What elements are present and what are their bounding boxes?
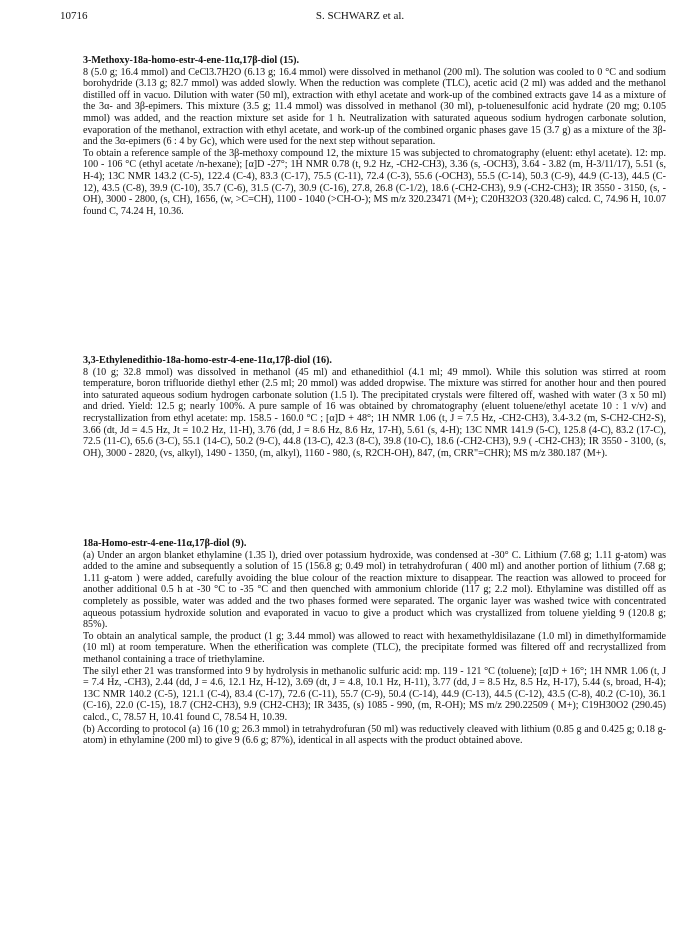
paragraph: The silyl ether 21 was transformed into 9 by hydrolysis in methanolic sulfuric acid: mp. 119 - 121 °C (toluene); [α]D + 16°; 1H NMR 1.06 (t, J = 7.4 Hz, -CH3), 2.44 (dd, J = 4.6, 12.1 Hz, H-12), 3.69 (dt, J = 4.8, 10.1 Hz, H-11), 3.77 (dd, J = 8.5 Hz, 8.5 Hz, H-17), 5.44 (s, broad, H-4); 13C NMR 140.2 (C-5), 121.1 (C-4), 83.4 (C-17), 72.6 (C-11), 55.7 (C-9), 50.4 (C-14), 44.9 (C-13), 44.5 (C-12), 43.5 (C-8), 40.2 (C-10), 36.1 (C-16), 22.0 (C-15), 18.7 (CH2-CH3), 9.9 (CH2-CH3); IR 3435, (s) 1085 - 990, (m, R-OH); MS m/z 290.22509 ( M+); C19H30O2 (290.45) calcd., C, 78.57 H, 10.41 found C, 78.54 H, 10.39.: [83, 665, 666, 723]
paragraph: (a) Under an argon blanket ethylamine (1.35 l), dried over potassium hydroxide, was condensed at -30° C. Lithium (7.68 g; 1.11 g-atom) was added to the amine and subsequently a solution of 15 (156.8 g; 0.49 mol) in tetrahydrofuran ( 400 ml) and another portion of lithium (7.68 g; 1.11 g-atom ) were added, carefully avoiding the blue colour of the reaction mixture to disappear. The reaction was allowed to proceed for another additional 0.5 h at -30 °C to -35 °C and then quenched with ammonium chloride (117 g; 2.2 mol). Ethylamine was distilled off as completely as possible, water was added and the two phases formed were separated. The organic layer was washed twice with concentrated aqueous potassium hydroxide solution and evaporated in vacuo to give a product which was crystallized from toluene yielding 9 (120.8 g; 85%).: [83, 549, 666, 631]
section-9: [83, 538, 666, 747]
running-head: S. SCHWARZ et al.: [315, 10, 405, 22]
section-title: 3,3-Ethylenedithio-18a-homo-estr-4-ene-11α,17β-diol (16).: [83, 355, 332, 366]
section-15: [83, 55, 666, 217]
paragraph: 8 (10 g; 32.8 mmol) was dissolved in methanol (45 ml) and ethanedithiol (4.1 ml; 49 mmol). While this solution was stirred at room temperature, boron trifluoride diethyl ether (2.5 ml; 20 mmol) was added dropwise. The mixture was stirred for another hour and then poured into saturated aqueous sodium hydrogen carbonate solution (1.5 l). The precipitated crystals were filtered off, washed with water (3 x 50 ml) and dried. Yield: 12.5 g; nearly 100%. A pure sample of 16 was obtained by chromatography (eluent toluene/ethyl acetate 10 : 1 v/v) and recrystallization from ethyl acetate: mp. 158.5 - 160.0 °C ; [α]D + 48°; 1H NMR 1.06 (t, J = 7.5 Hz, -CH2-CH3), 3.4-3.2 (m, S-CH2-CH2-S), 3.66 (dt, Jd = 4.5 Hz, Jt = 10.2 Hz, 11-H), 3.76 (dd, J = 8.6 Hz, 8.6 Hz, 17-H), 5.61 (s, 4-H); 13C NMR 141.9 (5-C), 125.8 (4-C), 83.2 (17-C), 72.5 (11-C), 65.6 (3-C), 55.1 (14-C), 50.2 (9-C), 44.8 (13-C), 42.3 (8-C), 39.8 (10-C), 18.6 (-CH2-CH3), 9.9 ( -CH2-CH3); IR 3550 - 3100, (s, OH), 3000 - 2820, (vs, alkyl), 1490 - 1350, (m, alkyl), 1160 - 980, (s, R2CH-OH), 847, (m, CRR"=CHR); MS m/z 380.187 (M+).: [83, 366, 666, 459]
section-title: 18a-Homo-estr-4-ene-11α,17β-diol (9).: [83, 538, 247, 549]
paragraph: To obtain a reference sample of the 3β-methoxy compound 12, the mixture 15 was subjected to chromatography (eluent: ethyl acetate). 12: mp. 100 - 106 °C (ethyl acetate /n-hexane); [α]D -27°; 1H NMR 0.78 (t, 9.2 Hz, -CH2-CH3), 3.36 (s, -OCH3), 3.64 - 3.82 (m, H-3/11/17), 5.51 (s, H-4); 13C NMR 143.2 (C-5), 122.4 (C-4), 83.3 (C-17), 75.5 (C-11), 72.4 (C-3), 55.6 (-OCH3), 55.5 (C-14), 50.3 (C-9), 44.9 (C-13), 44.5 (C-12), 43.5 (C-8), 39.9 (C-10), 35.7 (C-6), 31.5 (C-7), 30.9 (C-16), 27.8, 26.8 (C-1/2), 18.6 (-CH2-CH3), 9.9 (-CH2-CH3); IR 3550 - 3150, (s, -OH), 3000 - 2800, (s, CH), 1656, (w, >C=CH), 1100 - 1040 (>CH-O-); MS m/z 320.23471 (M+); C20H32O3 (320.48) calcd. C, 74.96 H, 10.07 found C, 74.24 H, 10.36.: [83, 147, 666, 217]
paragraph: (b) According to protocol (a) 16 (10 g; 26.3 mmol) in tetrahydrofuran (50 ml) was reductively cleaved with lithium (0.85 g and 0.425 g; 0.18 g-atom) in ethylamine (200 ml) to give 9 (6.6 g; 87%), identical in all aspects with the product obtained above.: [83, 723, 666, 747]
paragraph: 8 (5.0 g; 16.4 mmol) and CeCl3.7H2O (6.13 g; 16.4 mmol) were dissolved in methanol (200 ml). The solution was cooled to 0 °C and sodium borohydride (3.13 g; 82.7 mmol) was added slowly. When the reduction was complete (TLC), acetic acid (2 ml) was added and the methanol distilled off in vacuo. Dilution with water (50 ml), extraction with ethyl acetate and work-up of the combined extracts gave 14 as a mixture of the 3α- and 3β-epimers. This mixture (3.5 g; 11.4 mmol) was dissolved in methanol (30 ml), p-toluenesulfonic acid hydrate (20 mg; 0.105 mmol) was added, and the reaction mixture set aside for 1 h. Neutralization with saturated aqueous sodium hydrogen carbonate solution, evaporation of the methanol, extraction with ethyl acetate, and work-up of the combined organic phases gave 15 (3.7 g) as a mixture of the 3β- and the 3α-epimers (6 : 4 by Gc), which were used for the next step without separation.: [83, 66, 666, 148]
section-16: [83, 355, 666, 459]
section-title: 3-Methoxy-18a-homo-estr-4-ene-11α,17β-diol (15).: [83, 55, 300, 66]
page-number: 10716: [60, 10, 88, 22]
page-header: [60, 10, 660, 26]
paragraph: To obtain an analytical sample, the product (1 g; 3.44 mmol) was allowed to react with hexamethyldisilazane (1.0 ml) in dimethylformamide (10 ml) at room temperature. When the etherification was complete (TLC), the precipitate formed was filtered off and recrystallized from methanol containing a trace of triethylamine.: [83, 630, 666, 665]
